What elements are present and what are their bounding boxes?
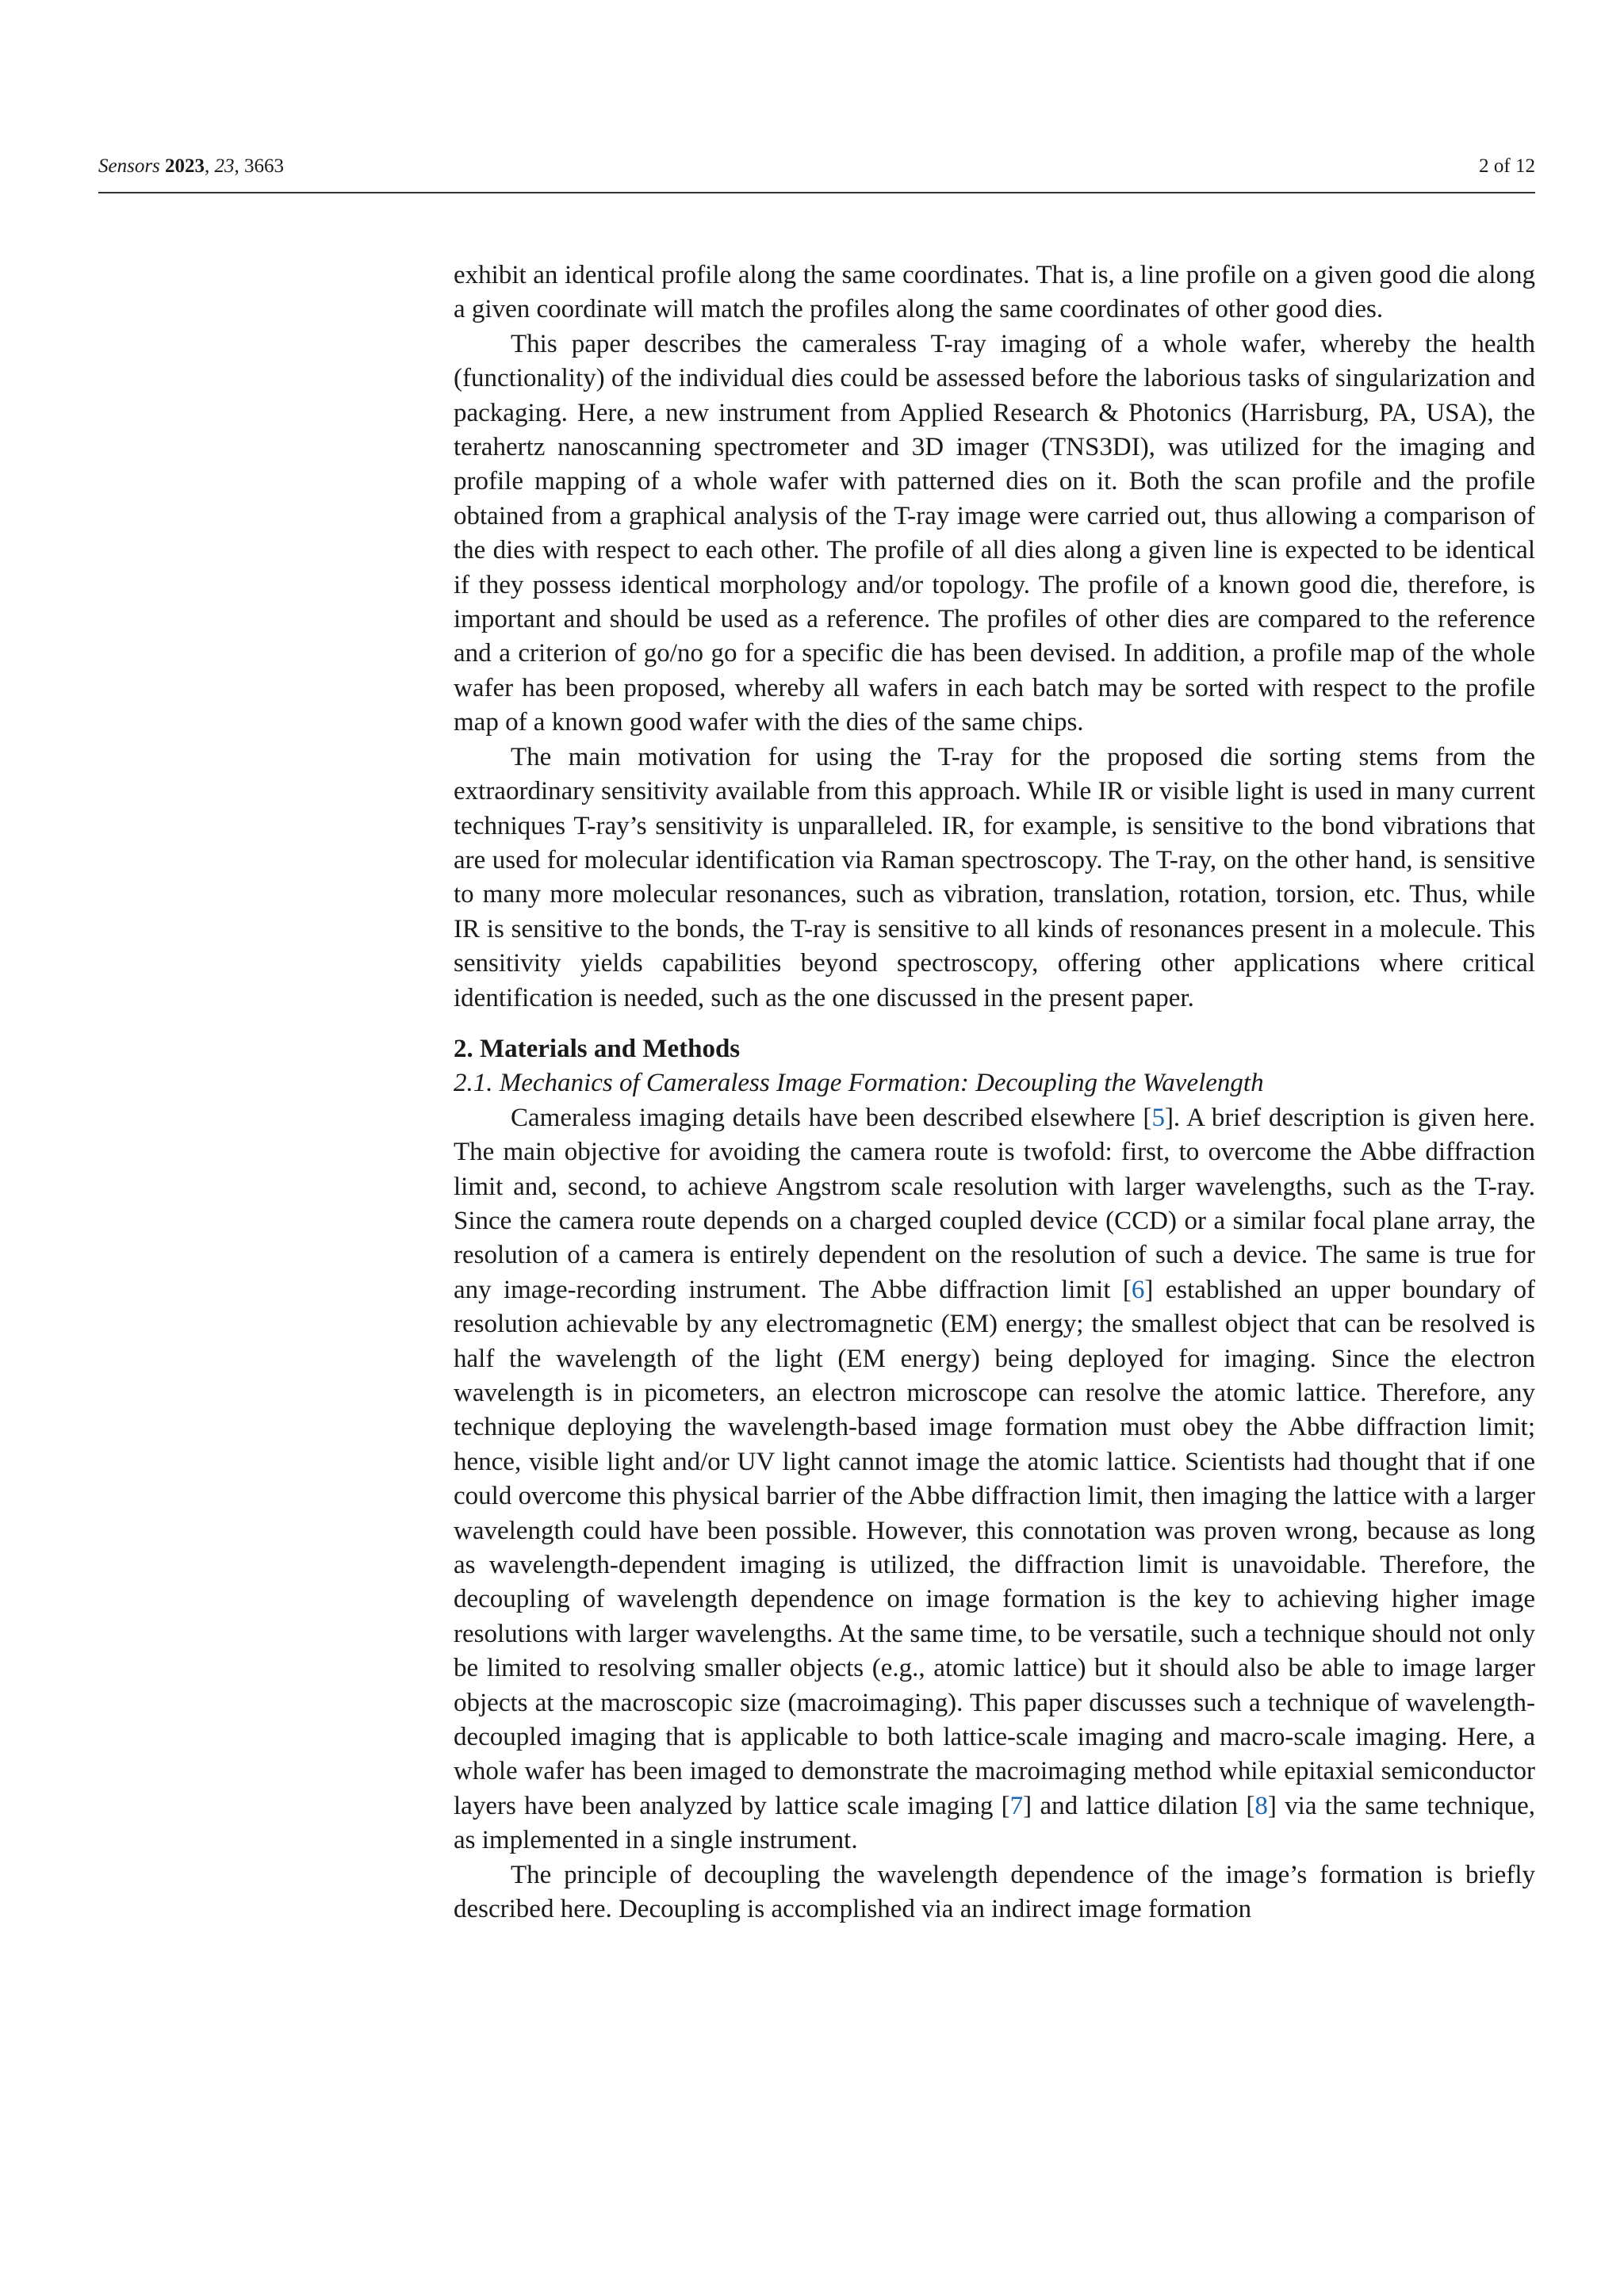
text-segment: Cameraless imaging details have been described elsewhere [ bbox=[511, 1103, 1152, 1132]
journal-volume: 23 bbox=[214, 155, 235, 177]
text-segment: ]. A brief description is given here. The main objective for avoiding the camera route is twofold: first, to overcome the Abbe diffraction limit and, second, to achieve Angstrom scale resolution with larger wavelengths, such as the T-ray. Since the camera route depends on a charged coupled device (CCD) or a similar focal plane array, the resolution of a camera is entirely dependent on the resolution of such a device. The same is true for any image-recording instrument. The Abbe diffraction limit [ bbox=[454, 1103, 1536, 1304]
text-segment: ] established an upper boundary of resolution achievable by any electromagnetic (EM) energy; the smallest object that can be resolved is half the wavelength of the light (EM energy) being deployed for imaging. Since the electron wavelength is in picometers, an electron microscope can resolve the atomic lattice. Therefore, any technique deploying the wavelength-based image formation must obey the Abbe diffraction limit; hence, visible light and/or UV light cannot image the atomic lattice. Scientists had thought that if one could overcome this physical barrier of the Abbe diffraction limit, then imaging the lattice with a larger wavelength could have been possible. However, this connotation was proven wrong, because as long as wavelength-dependent imaging is utilized, the diffraction limit is unavoidable. Therefore, the decoupling of wavelength dependence on image formation is the key to achieving higher image resolutions with larger wavelengths. At the same time, to be versatile, such a technique should not only be limited to resolving smaller objects (e.g., atomic lattice) but it should also be able to image larger objects at the macroscopic size (macroimaging). This paper discusses such a technique of wavelength-decoupled imaging that is applicable to both lattice-scale imaging and macro-scale imaging. Here, a whole wafer has been imaged to demonstrate the macroimaging method while epitaxial semiconductor layers have been analyzed by lattice scale imaging [ bbox=[454, 1275, 1536, 1820]
paragraph-continuation: exhibit an identical profile along the same coordinates. That is, a line profile on a given good die along a given coordinate will match the profiles along the same coordinates of other good dies. bbox=[454, 261, 1535, 324]
header-divider bbox=[98, 192, 1535, 193]
citation-link-8[interactable]: 8 bbox=[1254, 1791, 1268, 1820]
citation-link-5[interactable]: 5 bbox=[1151, 1103, 1165, 1132]
journal-citation: Sensors 2023, 23, 3663 bbox=[98, 155, 285, 177]
page-number: 2 of 12 bbox=[1479, 155, 1535, 177]
article-number: 3663 bbox=[244, 155, 285, 177]
paragraph-decoupling-principle: The principle of decoupling the wavelength dependence of the image’s formation is briefly described here. Decoupling is accomplished via an indirect image formation bbox=[454, 1860, 1535, 1924]
citation-link-7[interactable]: 7 bbox=[1009, 1791, 1024, 1820]
paragraph-paper-description: This paper describes the cameraless T-ray imaging of a whole wafer, whereby the health (functionality) of the individual dies could be assessed before the laborious tasks of singularization and packaging. Here, a new instrument from Applied Research & Photonics (Harrisburg, PA, USA), the terahertz nanoscanning spectrometer and 3D imager (TNS3DI), was utilized for the imaging and profile mapping of a whole wafer with patterned dies on it. Both the scan profile and the profile obtained from a graphical analysis of the T-ray image were carried out, thus allowing a comparison of the dies with respect to each other. The profile of all dies along a given line is expected to be identical if they possess identical morphology and/or topology. The profile of a known good die, therefore, is important and should be used as a reference. The profiles of other dies are compared to the reference and a criterion of go/no go for a specific die has been devised. In addition, a profile map of the whole wafer has been proposed, whereby all wafers in each batch may be sorted with respect to the profile map of a known good wafer with the dies of the same chips. bbox=[454, 329, 1535, 737]
subsection-heading-cameraless-image-formation: 2.1. Mechanics of Cameraless Image Formation: Decoupling the Wavelength bbox=[454, 1069, 1264, 1098]
text-segment: ] and lattice dilation [ bbox=[1023, 1791, 1255, 1820]
text-segment: ] via the same technique, as implemented in a single instrument. bbox=[454, 1791, 1535, 1855]
running-header bbox=[98, 151, 1535, 189]
journal-year: 2023 bbox=[165, 155, 205, 177]
citation-link-6[interactable]: 6 bbox=[1131, 1275, 1145, 1304]
paragraph-motivation: The main motivation for using the T-ray for the proposed die sorting stems from the extraordinary sensitivity available from this approach. While IR or visible light is used in many current techniques T-ray’s sensitivity is unparalleled. IR, for example, is sensitive to the bond vibrations that are used for molecular identification via Raman spectroscopy. The T-ray, on the other hand, is sensitive to many more molecular resonances, such as vibration, translation, rotation, torsion, etc. Thus, while IR is sensitive to the bonds, the T-ray is sensitive to all kinds of resonances present in a molecule. This sensitivity yields capabilities beyond spectroscopy, offering other applications where critical identification is needed, such as the one discussed in the present paper. bbox=[454, 742, 1535, 1012]
paragraph-cameraless-imaging bbox=[454, 1101, 1535, 1858]
section-heading-materials-methods: 2. Materials and Methods bbox=[454, 1034, 741, 1063]
main-text-column bbox=[454, 258, 1535, 1927]
journal-name: Sensors bbox=[98, 155, 160, 177]
